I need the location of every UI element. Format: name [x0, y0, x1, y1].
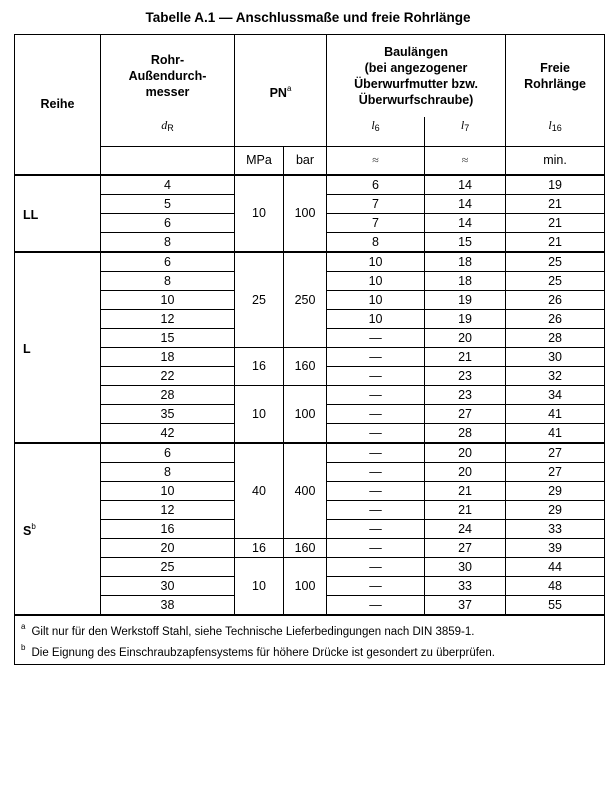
- cell-l16: 41: [506, 404, 605, 423]
- cell-outer-diameter: 12: [101, 309, 235, 328]
- cell-l7: 30: [425, 557, 506, 576]
- cell-outer-diameter: 30: [101, 576, 235, 595]
- header-pn-text: PN: [269, 85, 287, 100]
- cell-outer-diameter: 16: [101, 519, 235, 538]
- cell-l7: 15: [425, 232, 506, 252]
- footnotes: [15, 615, 605, 665]
- header-pn-footnote-mark: a: [286, 83, 292, 93]
- table-title: Tabelle A.1 — Anschlussmaße und freie Rohrlänge: [145, 10, 471, 25]
- cell-l7: 33: [425, 576, 506, 595]
- cell-l7: 18: [425, 252, 506, 272]
- series-label-cell: [15, 175, 101, 252]
- header-approx-l7: ≈: [425, 147, 506, 175]
- cell-l7: 27: [425, 404, 506, 423]
- cell-l7: 14: [425, 194, 506, 213]
- cell-l6: 6: [327, 175, 425, 195]
- cell-l7: 28: [425, 423, 506, 443]
- symbol-l7: l: [460, 117, 465, 132]
- cell-l7: 37: [425, 595, 506, 615]
- cell-l6: —: [327, 366, 425, 385]
- cell-l6: —: [327, 519, 425, 538]
- cell-outer-diameter: 6: [101, 252, 235, 272]
- footnote-a-text: Gilt nur für den Werkstoff Stahl, siehe Technische Lieferbedingungen nach DIN 3859-1.: [31, 625, 475, 638]
- cell-l6: —: [327, 385, 425, 404]
- cell-l16: 29: [506, 500, 605, 519]
- symbol-l16: l: [548, 117, 552, 132]
- cell-l7: 21: [425, 481, 506, 500]
- cell-l16: 25: [506, 271, 605, 290]
- series-label-cell: [15, 252, 101, 443]
- cell-l6: 10: [327, 309, 425, 328]
- header-freie-text: Freie Rohrlänge: [524, 60, 586, 91]
- cell-pn-mpa: 16: [235, 538, 284, 557]
- cell-outer-diameter: 38: [101, 595, 235, 615]
- cell-l16: 19: [506, 175, 605, 195]
- cell-l16: 55: [506, 595, 605, 615]
- header-symbol-dr: [101, 117, 235, 147]
- cell-pn-bar: 160: [284, 347, 327, 385]
- cell-pn-bar: 160: [284, 538, 327, 557]
- cell-l7: 23: [425, 385, 506, 404]
- cell-l7: 18: [425, 271, 506, 290]
- cell-outer-diameter: 10: [101, 481, 235, 500]
- cell-l7: 27: [425, 538, 506, 557]
- cell-l6: —: [327, 557, 425, 576]
- cell-l6: —: [327, 423, 425, 443]
- cell-l6: —: [327, 481, 425, 500]
- table-row: [15, 252, 605, 272]
- cell-l16: 39: [506, 538, 605, 557]
- symbol-d: d: [161, 117, 168, 132]
- cell-l6: 8: [327, 232, 425, 252]
- cell-l16: 21: [506, 213, 605, 232]
- series-label-cell: [15, 443, 101, 615]
- cell-l7: 20: [425, 328, 506, 347]
- cell-l16: 21: [506, 194, 605, 213]
- cell-l16: 33: [506, 519, 605, 538]
- cell-pn-mpa: 10: [235, 175, 284, 252]
- cell-outer-diameter: 8: [101, 462, 235, 481]
- cell-outer-diameter: 18: [101, 347, 235, 366]
- series-footnote-mark: b: [31, 521, 36, 531]
- cell-l16: 21: [506, 232, 605, 252]
- cell-l16: 27: [506, 462, 605, 481]
- table-body: [15, 175, 605, 615]
- header-dr-empty: [101, 147, 235, 175]
- cell-l7: 21: [425, 347, 506, 366]
- cell-l7: 20: [425, 462, 506, 481]
- cell-pn-bar: 250: [284, 252, 327, 348]
- cell-outer-diameter: 35: [101, 404, 235, 423]
- cell-outer-diameter: 42: [101, 423, 235, 443]
- cell-l7: 14: [425, 213, 506, 232]
- cell-pn-bar: 100: [284, 385, 327, 443]
- cell-l6: —: [327, 595, 425, 615]
- cell-outer-diameter: 10: [101, 290, 235, 309]
- header-unit-mpa: MPa: [235, 147, 284, 175]
- cell-outer-diameter: 20: [101, 538, 235, 557]
- cell-l6: —: [327, 347, 425, 366]
- symbol-l16-sub: 16: [551, 122, 562, 133]
- cell-l16: 41: [506, 423, 605, 443]
- footnote-a-mark: a: [21, 621, 26, 631]
- header-freie-rohrlaenge: [506, 35, 605, 117]
- cell-l16: 48: [506, 576, 605, 595]
- table-row: [15, 385, 605, 404]
- cell-outer-diameter: 6: [101, 213, 235, 232]
- cell-l6: —: [327, 328, 425, 347]
- cell-l16: 44: [506, 557, 605, 576]
- table-row: [15, 443, 605, 463]
- table-row: [15, 347, 605, 366]
- header-symbol-l6: [327, 117, 425, 147]
- cell-outer-diameter: 5: [101, 194, 235, 213]
- cell-pn-mpa: 40: [235, 443, 284, 539]
- cell-l7: 19: [425, 290, 506, 309]
- cell-pn-mpa: 10: [235, 557, 284, 615]
- cell-l16: 34: [506, 385, 605, 404]
- table-row: [15, 175, 605, 195]
- header-rohr-aussendurchmesser: [101, 35, 235, 117]
- header-symbol-l7: [425, 117, 506, 147]
- header-min-l16: min.: [506, 147, 605, 175]
- cell-l6: 7: [327, 194, 425, 213]
- footnote-a: [15, 615, 605, 665]
- cell-l7: 24: [425, 519, 506, 538]
- cell-l6: 10: [327, 271, 425, 290]
- cell-l6: —: [327, 538, 425, 557]
- cell-l16: 30: [506, 347, 605, 366]
- cell-l7: 19: [425, 309, 506, 328]
- header-symbol-l16: [506, 117, 605, 147]
- series-label: L: [23, 342, 31, 356]
- cell-outer-diameter: 25: [101, 557, 235, 576]
- cell-l16: 29: [506, 481, 605, 500]
- table-row: [15, 538, 605, 557]
- cell-pn-mpa: 25: [235, 252, 284, 348]
- cell-l16: 26: [506, 290, 605, 309]
- cell-l6: —: [327, 576, 425, 595]
- dimensions-table: [14, 34, 605, 665]
- cell-outer-diameter: 12: [101, 500, 235, 519]
- cell-pn-mpa: 16: [235, 347, 284, 385]
- cell-outer-diameter: 8: [101, 271, 235, 290]
- cell-l6: —: [327, 443, 425, 463]
- cell-l16: 25: [506, 252, 605, 272]
- cell-l7: 23: [425, 366, 506, 385]
- header-baulaengen: [327, 35, 506, 117]
- header-unit-bar: bar: [284, 147, 327, 175]
- cell-pn-bar: 400: [284, 443, 327, 539]
- cell-l7: 21: [425, 500, 506, 519]
- footnote-b-text: Die Eignung des Einschraubzapfensystems für höhere Drücke ist gesondert zu überprüfen.: [31, 646, 495, 659]
- cell-l7: 14: [425, 175, 506, 195]
- header-approx-l6: ≈: [327, 147, 425, 175]
- header-rohr-text: Rohr- Außendurch- messer: [128, 52, 207, 99]
- cell-outer-diameter: 6: [101, 443, 235, 463]
- cell-pn-mpa: 10: [235, 385, 284, 443]
- cell-l6: —: [327, 404, 425, 423]
- cell-l6: 10: [327, 252, 425, 272]
- cell-l16: 28: [506, 328, 605, 347]
- cell-outer-diameter: 22: [101, 366, 235, 385]
- cell-l6: —: [327, 462, 425, 481]
- symbol-l6: l: [371, 117, 375, 132]
- header-baulaengen-text: Baulängen (bei angezogener Überwurfmutter bzw. Überwurfschraube): [354, 44, 478, 107]
- cell-pn-bar: 100: [284, 175, 327, 252]
- cell-l6: —: [327, 500, 425, 519]
- cell-l16: 26: [506, 309, 605, 328]
- cell-l16: 27: [506, 443, 605, 463]
- symbol-l7-sub: 7: [464, 122, 470, 133]
- cell-l16: 32: [506, 366, 605, 385]
- cell-l7: 20: [425, 443, 506, 463]
- header-reihe: Reihe: [15, 35, 101, 175]
- cell-outer-diameter: 28: [101, 385, 235, 404]
- cell-pn-bar: 100: [284, 557, 327, 615]
- cell-outer-diameter: 15: [101, 328, 235, 347]
- series-label: S: [23, 523, 32, 538]
- footnote-b-mark: b: [21, 642, 26, 652]
- cell-outer-diameter: 4: [101, 175, 235, 195]
- cell-outer-diameter: 8: [101, 232, 235, 252]
- cell-l6: 7: [327, 213, 425, 232]
- cell-l6: 10: [327, 290, 425, 309]
- symbol-l6-sub: 6: [374, 122, 380, 133]
- symbol-d-sub: R: [167, 122, 174, 133]
- header-pn: [235, 35, 327, 147]
- table-row: [15, 557, 605, 576]
- series-label: LL: [23, 208, 39, 222]
